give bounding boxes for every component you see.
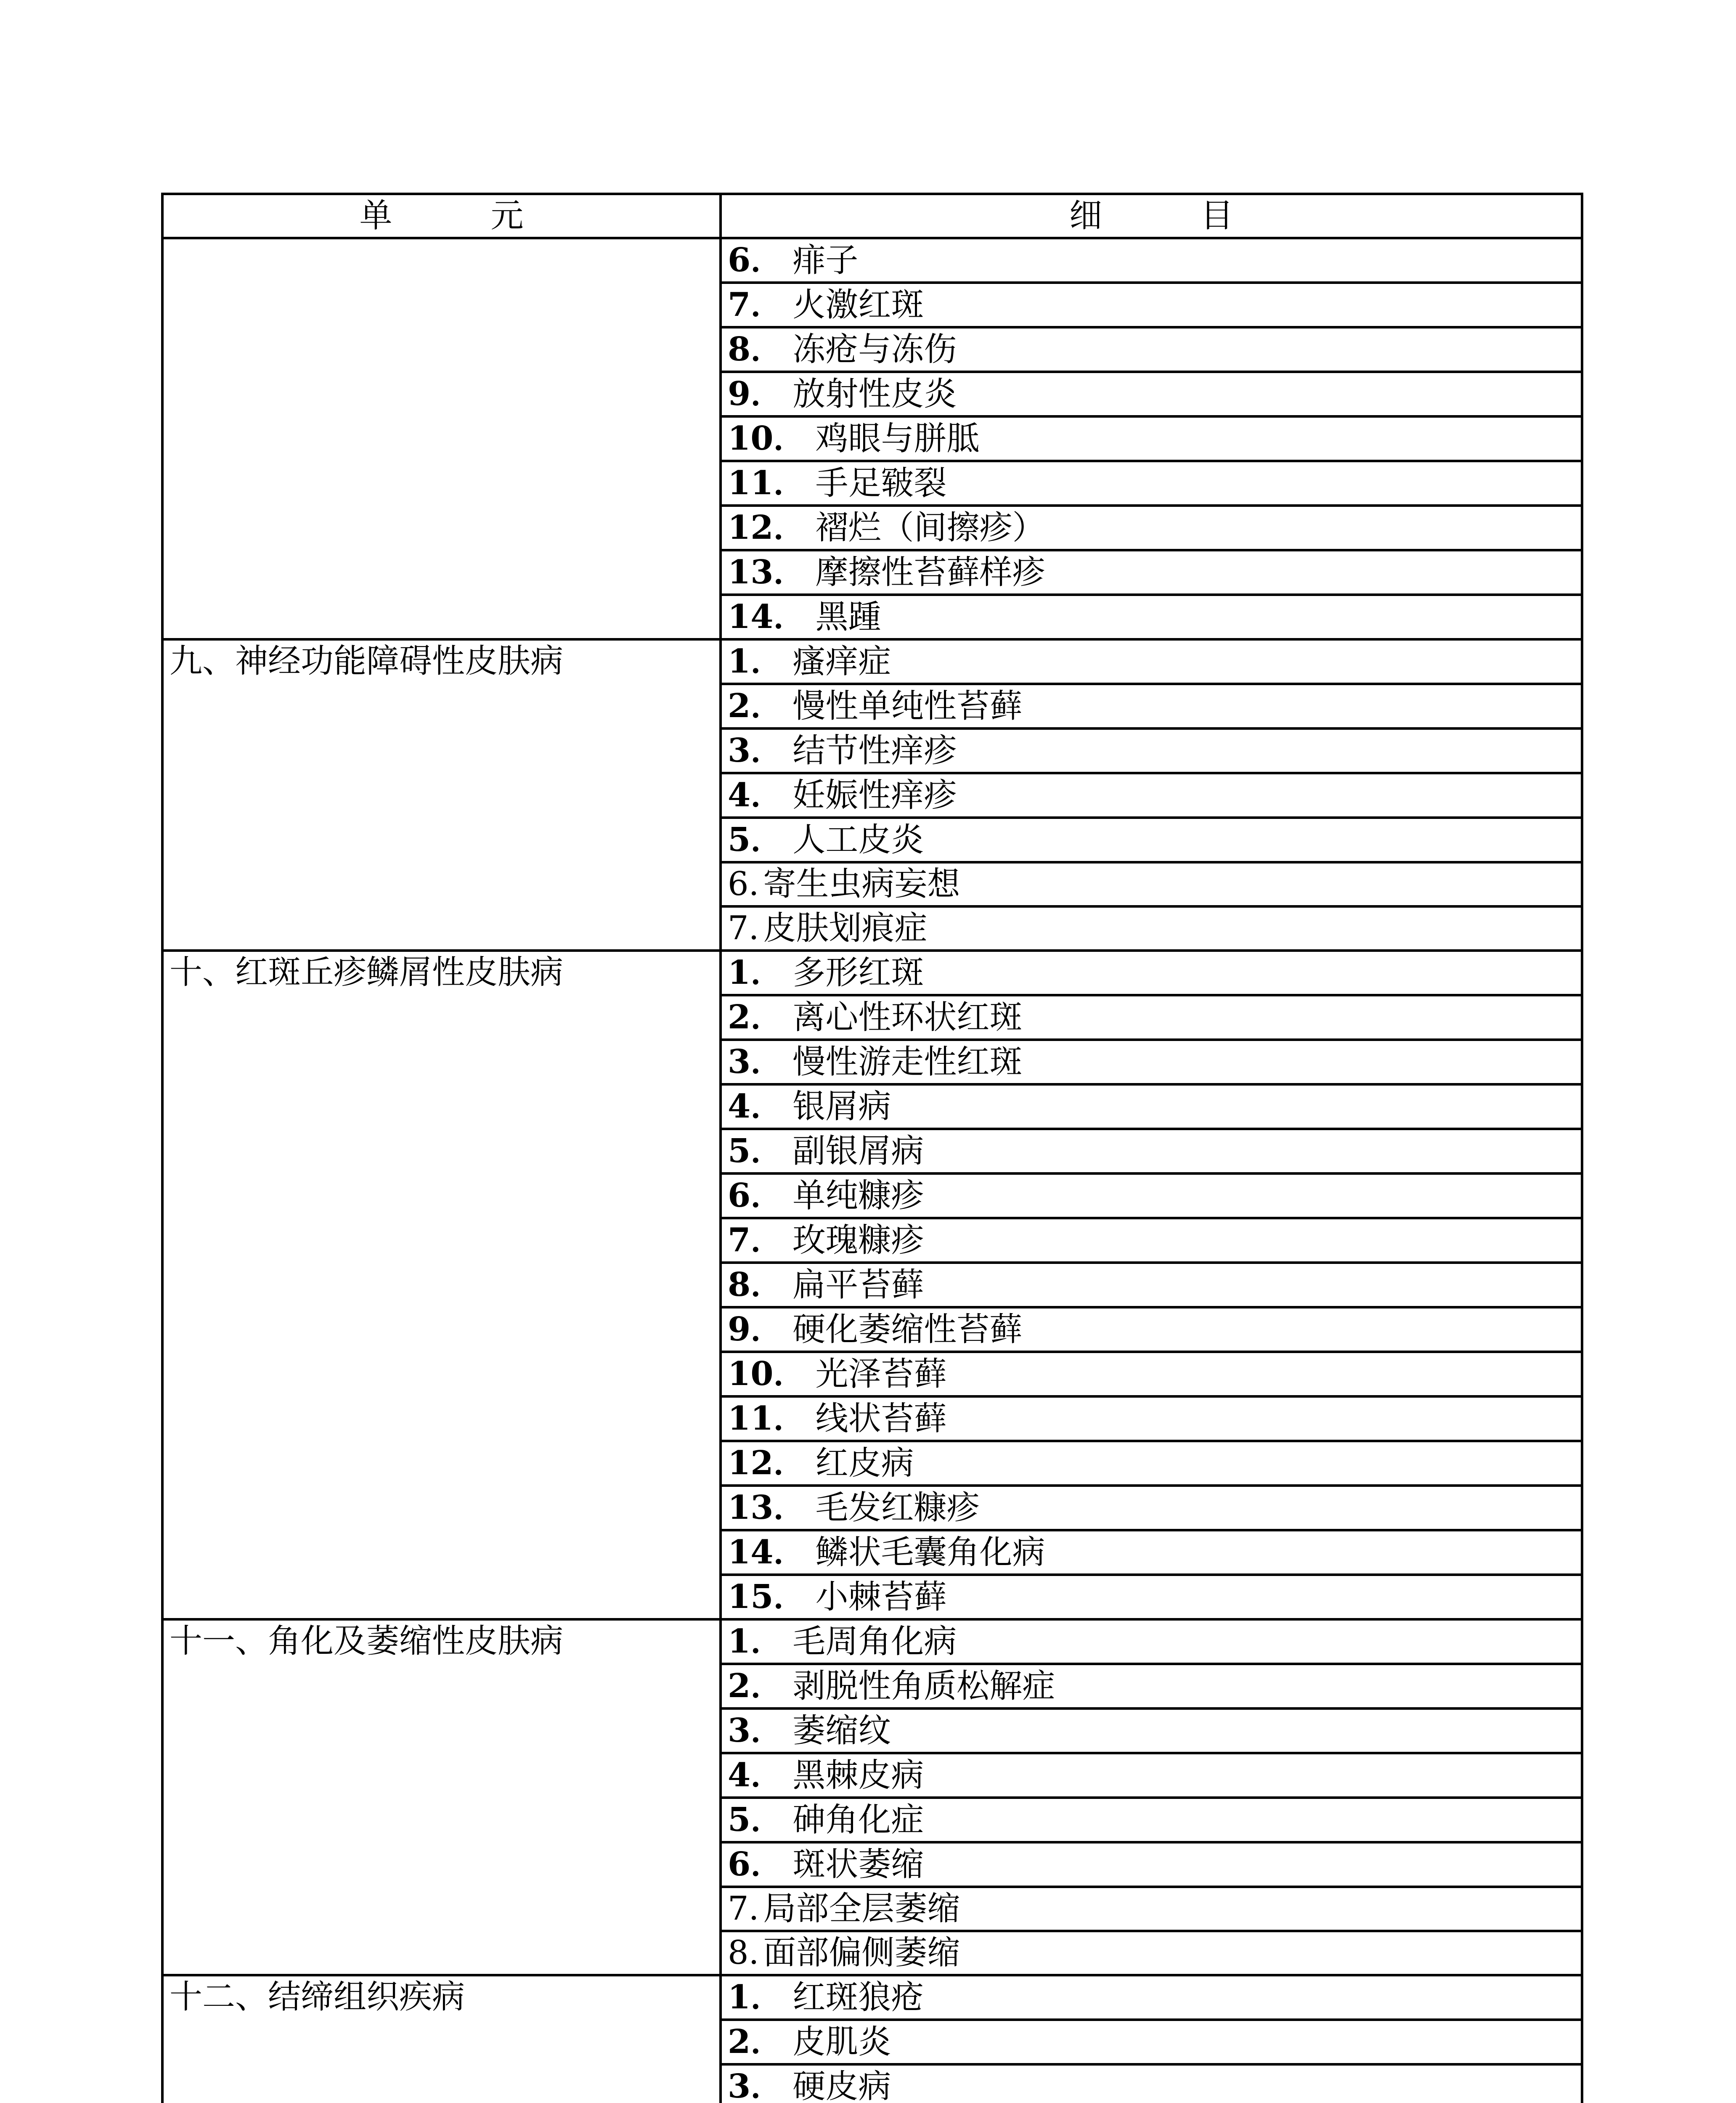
detail-cell: [721, 506, 1582, 550]
detail-cell: [721, 818, 1582, 862]
detail-cell: [721, 1218, 1582, 1263]
item-number: 3．: [728, 2067, 784, 2103]
item-number: 1．: [728, 954, 784, 992]
detail-cell: [721, 1486, 1582, 1530]
detail-cell: [721, 372, 1582, 416]
item-number: 8．: [728, 330, 784, 368]
item-number: 3．: [728, 1043, 784, 1081]
item-number: 7.: [728, 909, 759, 947]
item-text: 结节性痒疹: [792, 732, 957, 770]
item-number: 14．: [728, 1533, 806, 1571]
table-row: [162, 639, 1582, 684]
item-text: 萎缩纹: [792, 1712, 891, 1750]
item-number: 2．: [728, 2023, 784, 2061]
item-number: 8.: [728, 1934, 759, 1972]
item-text: 多形红斑: [792, 954, 924, 992]
detail-cell: [721, 1173, 1582, 1218]
item-text: 面部偏侧萎缩: [763, 1934, 960, 1972]
item-number: 7．: [728, 286, 784, 324]
item-number: 4．: [728, 1087, 784, 1126]
unit-title: 十一、角化及萎缩性皮肤病: [162, 1619, 721, 1975]
detail-cell: [721, 773, 1582, 818]
unit-title: 十二、结缔组织疾病: [162, 1975, 721, 2103]
detail-cell: [721, 2064, 1582, 2103]
detail-cell: [721, 1396, 1582, 1441]
item-text: 皮肤划痕症: [763, 909, 928, 947]
item-number: 10．: [728, 419, 806, 458]
item-text: 副银屑病: [792, 1132, 924, 1170]
table-row: [162, 951, 1582, 995]
item-number: 13．: [728, 553, 806, 591]
item-text: 小棘苔藓: [815, 1578, 947, 1616]
item-text: 黑棘皮病: [792, 1756, 924, 1794]
item-text: 人工皮炎: [792, 821, 924, 859]
item-text: 红皮病: [815, 1444, 914, 1482]
item-number: 12．: [728, 1444, 806, 1482]
item-text: 瘙痒症: [792, 643, 891, 681]
item-text: 离心性环状红斑: [792, 999, 1023, 1036]
item-number: 15．: [728, 1578, 806, 1616]
item-text: 皮肌炎: [792, 2023, 891, 2061]
detail-cell: [721, 995, 1582, 1040]
detail-cell: [721, 1263, 1582, 1307]
header-detail: 细 目: [721, 194, 1582, 238]
item-text: 红斑狼疮: [792, 1979, 924, 2016]
detail-cell: [721, 1619, 1582, 1664]
item-number: 13．: [728, 1489, 806, 1527]
item-number: 7．: [728, 1221, 784, 1259]
item-number: 1．: [728, 642, 784, 681]
table-row: [162, 1619, 1582, 1664]
item-number: 2．: [728, 1667, 784, 1705]
item-text: 毛周角化病: [792, 1623, 957, 1661]
item-text: 鳞状毛囊角化病: [815, 1534, 1045, 1571]
detail-cell: [721, 1753, 1582, 1798]
unit-continuation: [162, 238, 721, 639]
item-number: 12．: [728, 509, 806, 547]
item-number: 4．: [728, 776, 784, 814]
detail-cell: [721, 1887, 1582, 1931]
item-text: 单纯糠疹: [792, 1177, 924, 1215]
item-text: 放射性皮炎: [792, 375, 957, 413]
item-text: 线状苔藓: [815, 1400, 947, 1438]
detail-cell: [721, 684, 1582, 728]
item-number: 2．: [728, 687, 784, 725]
detail-cell: [721, 283, 1582, 327]
detail-cell: [721, 906, 1582, 951]
item-text: 硬化萎缩性苔藓: [792, 1311, 1023, 1348]
item-number: 6.: [728, 865, 759, 903]
detail-cell: [721, 2020, 1582, 2064]
item-text: 剥脱性角质松解症: [792, 1667, 1055, 1705]
item-number: 7.: [728, 1890, 759, 1928]
detail-cell: [721, 1575, 1582, 1619]
item-number: 5．: [728, 1132, 784, 1170]
item-text: 银屑病: [792, 1088, 891, 1126]
item-number: 8．: [728, 1266, 784, 1304]
item-text: 寄生虫病妄想: [763, 865, 960, 903]
table-row: [162, 1975, 1582, 2020]
detail-cell: [721, 1708, 1582, 1753]
detail-cell: [721, 1352, 1582, 1396]
detail-cell: [721, 327, 1582, 372]
item-number: 11．: [728, 464, 806, 502]
item-number: 1．: [728, 1622, 784, 1661]
item-text: 痱子: [792, 241, 859, 279]
item-text: 黑踵: [815, 598, 881, 636]
table-row: [162, 238, 1582, 283]
item-number: 3．: [728, 1711, 784, 1750]
item-number: 5．: [728, 821, 784, 859]
detail-cell: [721, 1931, 1582, 1975]
detail-cell: [721, 951, 1582, 995]
item-number: 1．: [728, 1978, 784, 2016]
item-text: 斑状萎缩: [792, 1846, 924, 1883]
syllabus-table: [161, 193, 1583, 2103]
header-unit: 单 元: [162, 194, 721, 238]
item-text: 毛发红糠疹: [815, 1489, 980, 1527]
item-text: 光泽苔藓: [815, 1355, 947, 1393]
detail-cell: [721, 1664, 1582, 1708]
detail-cell: [721, 862, 1582, 906]
detail-cell: [721, 1798, 1582, 1842]
item-text: 砷角化症: [792, 1801, 924, 1839]
detail-cell: [721, 550, 1582, 595]
detail-cell: [721, 1084, 1582, 1129]
detail-cell: [721, 595, 1582, 639]
item-number: 6．: [728, 1176, 784, 1215]
item-number: 6．: [728, 241, 784, 279]
item-number: 9．: [728, 1310, 784, 1348]
detail-cell: [721, 728, 1582, 773]
item-number: 5．: [728, 1801, 784, 1839]
item-number: 11．: [728, 1399, 806, 1438]
detail-cell: [721, 639, 1582, 684]
unit-title: 十、红斑丘疹鳞屑性皮肤病: [162, 951, 721, 1619]
table-body: [162, 238, 1582, 2103]
item-text: 局部全层萎缩: [763, 1890, 960, 1928]
item-number: 4．: [728, 1756, 784, 1794]
detail-cell: [721, 1975, 1582, 2020]
header-row: [162, 194, 1582, 238]
detail-cell: [721, 238, 1582, 283]
item-number: 14．: [728, 598, 806, 636]
item-text: 妊娠性痒疹: [792, 776, 957, 814]
detail-cell: [721, 1842, 1582, 1887]
item-text: 火激红斑: [792, 286, 924, 324]
item-text: 褶烂（间擦疹）: [815, 509, 1045, 547]
detail-cell: [721, 1530, 1582, 1575]
item-number: 3．: [728, 731, 784, 770]
detail-cell: [721, 1441, 1582, 1486]
item-text: 冻疮与冻伤: [792, 331, 957, 368]
item-number: 6．: [728, 1845, 784, 1883]
detail-cell: [721, 1129, 1582, 1173]
item-number: 2．: [728, 998, 784, 1036]
item-text: 慢性游走性红斑: [792, 1043, 1023, 1081]
detail-cell: [721, 1307, 1582, 1352]
item-number: 10．: [728, 1355, 806, 1393]
detail-cell: [721, 461, 1582, 506]
detail-cell: [721, 416, 1582, 461]
item-text: 手足皲裂: [815, 464, 947, 502]
detail-cell: [721, 1040, 1582, 1084]
item-text: 鸡眼与胼胝: [815, 420, 980, 458]
item-text: 扁平苔藓: [792, 1266, 924, 1304]
unit-title: 九、神经功能障碍性皮肤病: [162, 639, 721, 951]
item-number: 9．: [728, 375, 784, 413]
item-text: 慢性单纯性苔藓: [792, 687, 1023, 725]
item-text: 硬皮病: [792, 2068, 891, 2103]
item-text: 玫瑰糠疹: [792, 1221, 924, 1259]
item-text: 摩擦性苔藓样疹: [815, 554, 1045, 591]
